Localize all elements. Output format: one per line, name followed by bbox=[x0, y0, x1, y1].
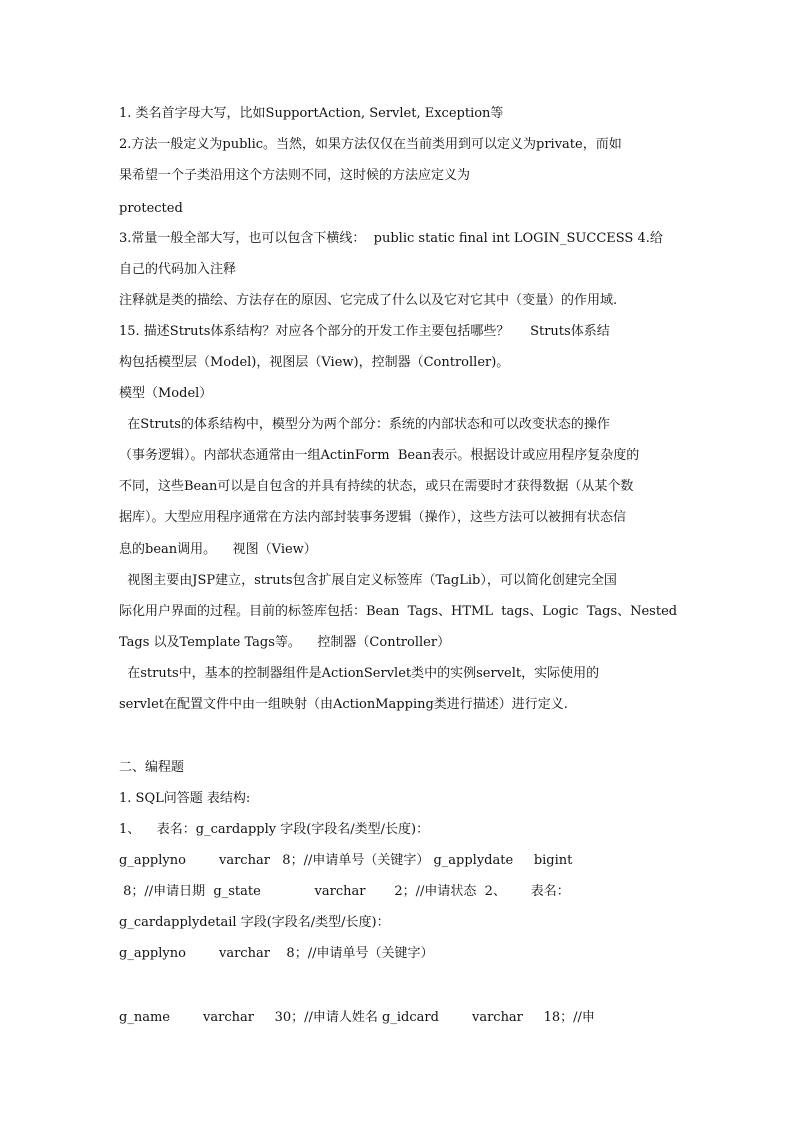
text-line-24: g_applyno varchar 8；//申请单号（关键字） g_applydate bigint bbox=[119, 853, 573, 868]
text-line-7: 注释就是类的描绘、方法存在的原因、它完成了什么以及它对它其中（变量）的作用域. bbox=[119, 293, 618, 308]
text-line-13: 不同，这些Bean可以是自包含的并具有持续的状态，或只在需要时才获得数据（从某个数 bbox=[119, 479, 634, 494]
text-line-19: 在struts中，基本的控制器组件是ActionServlet类中的实例servelt，实际使用的 bbox=[119, 666, 600, 681]
text-line-6: 自己的代码加入注释 bbox=[119, 262, 237, 277]
text-line-5: 3.常量一般全部大写，也可以包含下横线： public static final int LOGIN_SUCCESS 4.给 bbox=[119, 231, 663, 246]
text-line-8: 15. 描述Struts体系结构？对应各个部分的开发工作主要包括哪些？ Struts体系结 bbox=[119, 324, 610, 339]
text-line-26: g_cardapplydetail 字段(字段名/类型/长度)： bbox=[119, 915, 390, 930]
text-line-16: 视图主要由JSP建立，struts包含扩展自定义标签库（TagLib），可以简化创建完全国 bbox=[119, 573, 617, 588]
text-line-17: 际化用户界面的过程。目前的标签库包括：Bean Tags、HTML tags、Logic Tags、Nested bbox=[119, 604, 678, 619]
text-line-3: 果希望一个子类沿用这个方法则不同，这时候的方法应定义为 bbox=[119, 168, 471, 183]
text-line-25: 8；//申请日期 g_state varchar 2；//申请状态 2、 表名： bbox=[119, 884, 570, 899]
text-line-28: g_name varchar 30；//申请人姓名 g_idcard varchar 18；//申 bbox=[119, 1010, 595, 1025]
section-heading: 二、编程题 bbox=[119, 760, 185, 775]
text-line-12: （事务逻辑）。内部状态通常由一组ActinForm Bean表示。根据设计或应用程序复杂度的 bbox=[119, 448, 640, 463]
text-line-9: 构包括模型层（Model)，视图层（View)，控制器（Controller)。 bbox=[119, 355, 510, 370]
text-line-1: 1. 类名首字母大写，比如SupportAction, Servlet, Exception等 bbox=[119, 106, 504, 121]
text-line-11: 在Struts的体系结构中，模型分为两个部分：系统的内部状态和可以改变状态的操作 bbox=[119, 417, 610, 432]
text-line-2: 2.方法一般定义为public。当然，如果方法仅仅在当前类用到可以定义为private，而如 bbox=[119, 137, 622, 152]
text-line-10: 模型（Model） bbox=[119, 386, 213, 401]
text-line-22: 1. SQL问答题 表结构: bbox=[119, 791, 251, 806]
text-line-23: 1、 表名：g_cardapply 字段(字段名/类型/长度)： bbox=[119, 822, 430, 837]
text-line-27: g_applyno varchar 8；//申请单号（关键字） bbox=[119, 946, 434, 961]
text-line-20: servlet在配置文件中由一组映射（由ActionMapping类进行描述）进行定义. bbox=[119, 697, 568, 712]
text-line-15: 息的bean调用。 视图（View） bbox=[119, 542, 317, 557]
text-line-4: protected bbox=[119, 201, 183, 216]
text-line-18: Tags 以及Template Tags等。 控制器（Controller） bbox=[119, 635, 451, 650]
text-line-14: 据库）。大型应用程序通常在方法内部封装事务逻辑（操作），这些方法可以被拥有状态信 bbox=[119, 510, 627, 525]
